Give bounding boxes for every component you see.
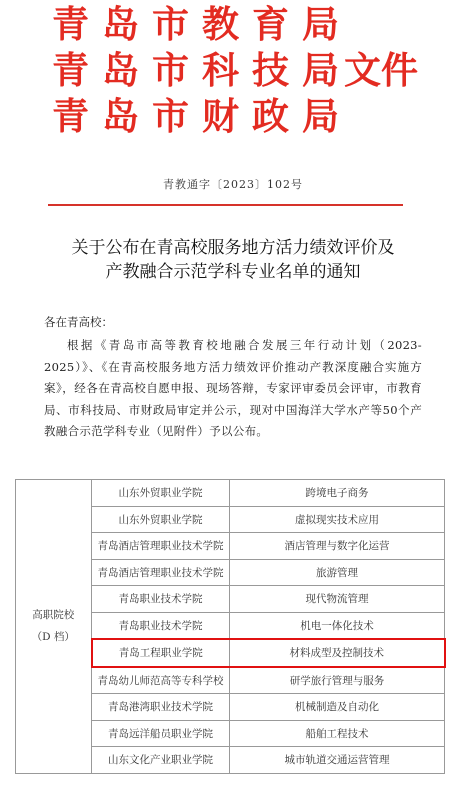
demonstration-majors-table xyxy=(15,479,446,774)
major-name-cell: 现代物流管理 xyxy=(230,586,445,613)
document-number: 青教通字〔2023〕102号 xyxy=(163,178,303,191)
school-name-cell: 青岛幼儿师范高等专科学校 xyxy=(92,667,230,694)
category-cell xyxy=(16,480,92,774)
school-name-cell: 青岛港湾职业技术学院 xyxy=(92,694,230,721)
major-name-cell: 虚拟现实技术应用 xyxy=(230,506,445,533)
major-name-cell: 跨境电子商务 xyxy=(230,480,445,507)
masthead-line-finance xyxy=(52,94,462,140)
masthead-document-suffix: 文件 xyxy=(344,49,418,92)
school-name-cell: 山东外贸职业学院 xyxy=(92,506,230,533)
masthead-line-education xyxy=(52,2,462,48)
masthead xyxy=(52,2,462,140)
masthead-line-science xyxy=(52,48,462,94)
red-divider-line xyxy=(48,204,403,206)
list-table xyxy=(15,479,444,797)
masthead-finance-bureau: 青岛市财政局 xyxy=(52,95,352,138)
major-name-cell: 酒店管理与数字化运营 xyxy=(230,533,445,560)
notice-title xyxy=(24,236,442,284)
major-name-cell: 城市轨道交通运营管理 xyxy=(230,747,445,774)
major-name-cell: 研学旅行管理与服务 xyxy=(230,667,445,694)
highlighted-major-cell: 材料成型及控制技术 xyxy=(230,639,445,667)
salutation: 各在青高校： xyxy=(44,315,113,329)
school-name-cell: 青岛职业技术学院 xyxy=(92,586,230,613)
school-name-cell: 青岛工程职业学院 xyxy=(92,639,230,667)
masthead-science-bureau: 青岛市科技局 xyxy=(52,49,352,92)
body-paragraph: 根据《青岛市高等教育校地融合发展三年行动计划（2023-2025）》、《在青高校服务地方活力绩效评价推动产教深度融合实施方案》，经各在青高校自愿申报、现场答辩，专家评审委员会评审，市教育局、市科技局、市财政局审定并公示，现对中国海洋大学水产等50个产教融合示范学科专业（见附件）予以公布。 xyxy=(44,338,422,438)
school-name-cell: 青岛酒店管理职业技术学院 xyxy=(92,559,230,586)
table-row xyxy=(16,480,445,507)
major-name-cell: 船舶工程技术 xyxy=(230,720,445,747)
category-tier: （D 档） xyxy=(31,631,75,644)
school-name-cell: 青岛远洋船员职业学院 xyxy=(92,720,230,747)
school-name-cell: 山东外贸职业学院 xyxy=(92,480,230,507)
major-name-cell: 机械制造及自动化 xyxy=(230,694,445,721)
category-label: 高职院校 xyxy=(32,609,75,622)
notice-title-line-1: 关于公布在青高校服务地方活力绩效评价及 xyxy=(71,238,395,258)
major-name-cell: 旅游管理 xyxy=(230,559,445,586)
notice-title-line-2: 产教融合示范学科专业名单的通知 xyxy=(105,262,361,282)
school-name-cell: 山东文化产业职业学院 xyxy=(92,747,230,774)
masthead-education-bureau: 青岛市教育局 xyxy=(52,3,352,46)
school-name-cell: 青岛酒店管理职业技术学院 xyxy=(92,533,230,560)
school-name-cell: 青岛职业技术学院 xyxy=(92,612,230,639)
major-name-cell: 机电一体化技术 xyxy=(230,612,445,639)
